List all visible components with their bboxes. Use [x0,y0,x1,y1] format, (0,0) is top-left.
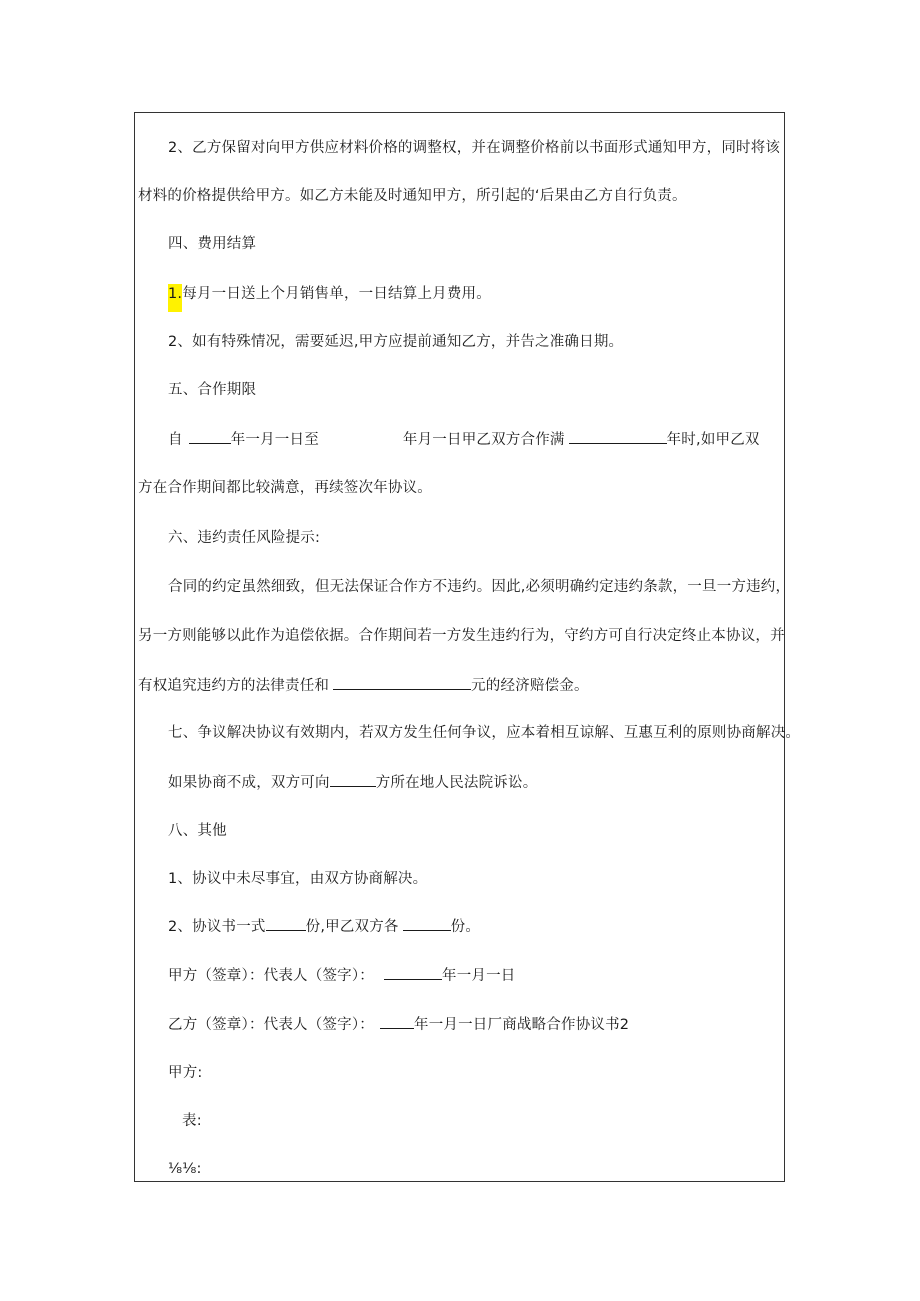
court-party-blank [330,772,376,787]
party-a-date: 年一月一日 [442,968,516,984]
party-a-year-blank [384,965,442,980]
party-a-label: 甲方: [168,1065,203,1081]
party-b-signature-line [168,1014,629,1035]
section-6-line-1: 合同的约定虽然细致，但无法保证合作方不违约。因此,必须明确约定违约条款，一旦一方违约， [168,579,791,595]
highlighted-number: 1. [168,284,182,312]
compensation-amount-blank [333,675,471,690]
copies-suffix: 份。 [450,919,481,935]
term-end-label: 年月一日甲乙双方合作满 [402,432,565,448]
total-copies-blank [266,916,306,931]
section-4-heading: 四、费用结算 [168,236,257,252]
section-5-line-2: 方在合作期间都比较满意，再续签次年协议。 [138,480,432,496]
party-b-year-blank [380,1014,414,1029]
cooperation-years-blank [569,429,667,444]
section-6-line-2: 另一方则能够以此作为追偿依据。合作期间若一方发生违约行为，守约方可自行决定终止本协议，并 [138,628,785,644]
bottom-partial-text: ⅛⅛: [168,1161,202,1177]
clause-2-line-2: 材料的价格提供给甲方。如乙方未能及时通知甲方，所引起的‘后果由乙方自行负责。 [138,188,687,204]
court-location-label: 方所在地人民法院诉讼。 [375,775,538,791]
copies-each-blank [403,916,451,931]
section-8-item-2 [168,916,480,937]
copies-each-label: 份,甲乙双方各 [305,919,399,935]
section-4-item-2: 2、如有特殊情况，需要延迟,甲方应提前通知乙方，并告之准确日期。 [168,334,624,350]
liability-label: 有权追究违约方的法律责任和 [138,678,330,694]
section-6-heading: 六、违约责任风险提示: [168,530,321,546]
section-4-item-1-text: 每月一日送上个月销售单，一日结算上月费用。 [182,286,491,302]
court-label: 如果协商不成，双方可向 [168,775,330,791]
section-4-item-1 [168,284,491,304]
party-a-signature-label: 甲方（签章）：代表人（签字）： [168,968,374,984]
section-7-line-1: 七、争议解决协议有效期内，若双方发生任何争议，应本着相互谅解、互惠互利的原则协商解决。 [168,725,801,741]
section-8-heading: 八、其他 [168,823,227,839]
clause-2-line-1: 2、乙方保留对向甲方供应材料价格的调整权，并在调整价格前以书面形式通知甲方，同时将该 [168,140,781,156]
party-b-date: 年一月一日厂商战略合作协议书2 [414,1017,630,1033]
term-renewal-condition: 年时,如甲乙双 [666,432,760,448]
section-5-term-line [168,429,760,450]
start-year-blank [189,429,231,444]
party-a-signature-line [168,965,516,986]
representative-label: 表: [182,1113,202,1129]
section-7-line-2 [168,772,537,793]
copies-label: 2、协议书一式 [168,919,266,935]
term-from-label: 自 [168,432,183,448]
section-8-item-1: 1、协议中未尽事宜，由双方协商解决。 [168,871,428,887]
section-5-heading: 五、合作期限 [168,382,257,398]
party-b-signature-label: 乙方（签章）：代表人（签字）： [168,1017,374,1033]
compensation-label: 元的经济赔偿金。 [471,678,589,694]
term-start-date-label: 年一月一日至 [230,432,319,448]
section-6-line-3 [138,675,589,696]
